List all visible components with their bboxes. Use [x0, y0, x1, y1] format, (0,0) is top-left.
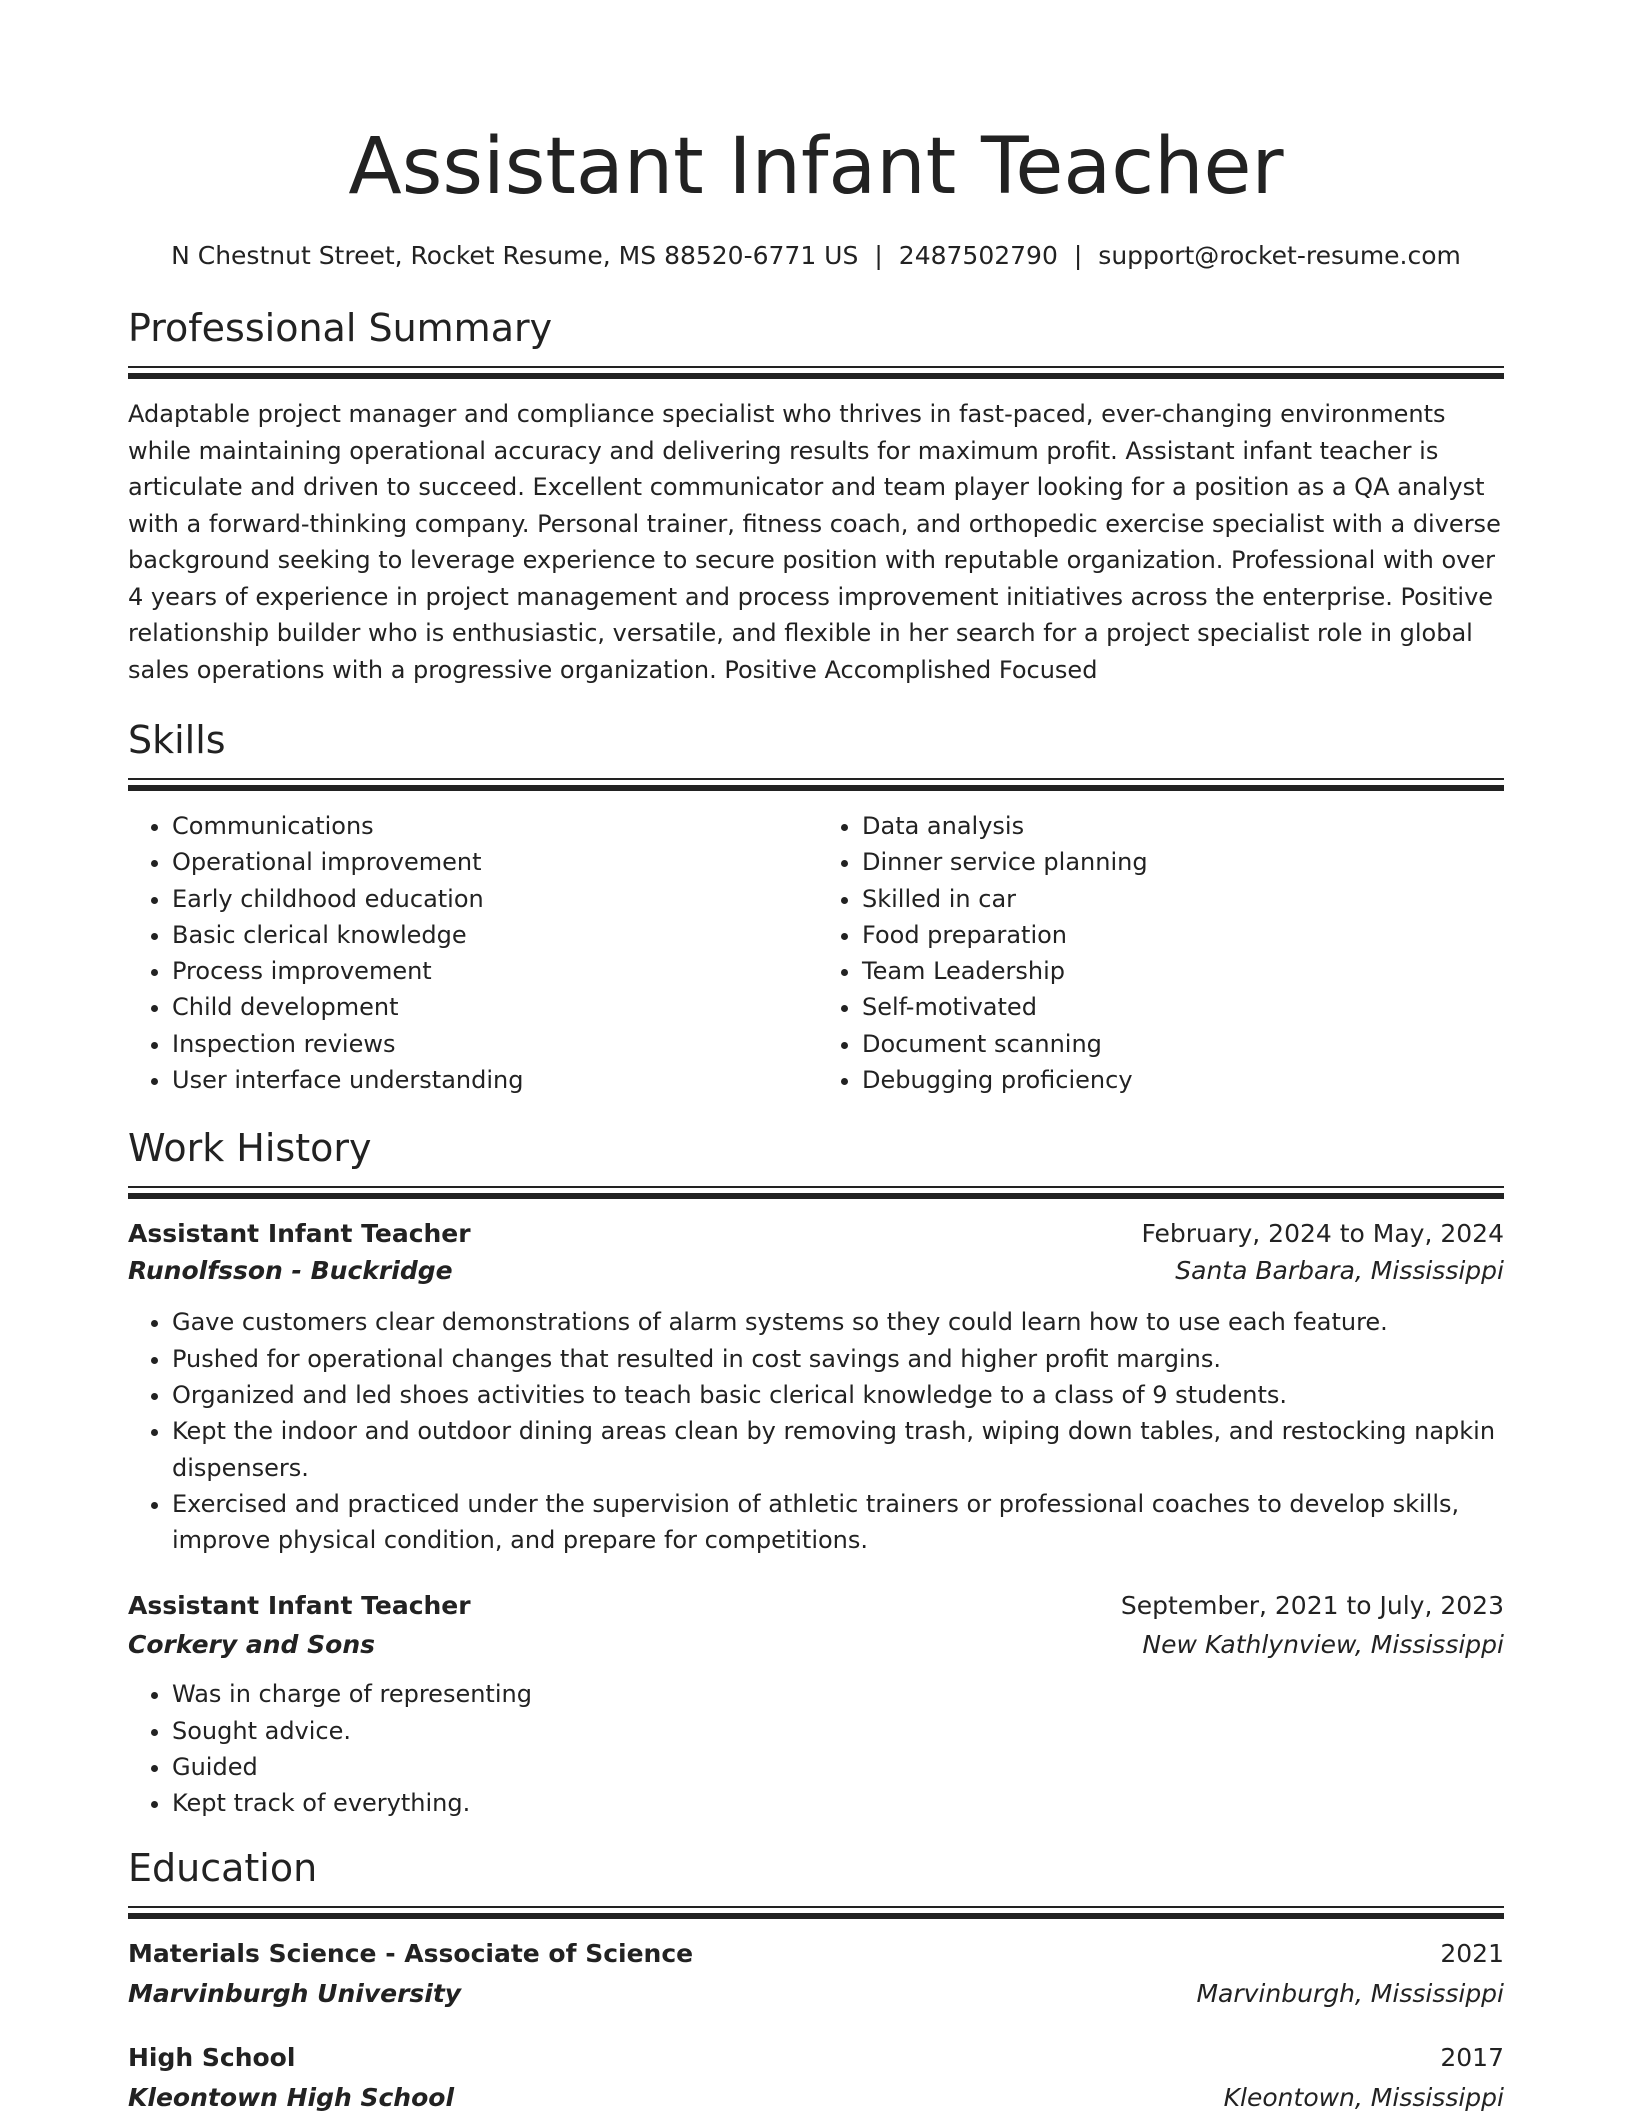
skill-item: • Food preparation — [862, 917, 1504, 953]
section-divider — [128, 366, 1504, 380]
skill-item: • Communications — [172, 808, 816, 844]
contact-separator: | — [1073, 241, 1083, 270]
contact-address: N Chestnut Street, Rocket Resume, MS 88520-6771 US — [171, 241, 859, 270]
section-divider — [128, 778, 1504, 792]
contact-line — [128, 240, 1504, 272]
skill-item: • Child development — [172, 989, 816, 1025]
section-title-summary: Professional Summary — [128, 306, 553, 350]
job-dates: February, 2024 to May, 2024 — [1141, 1219, 1504, 1249]
job-dates: September, 2021 to July, 2023 — [1120, 1591, 1504, 1621]
job-entry — [128, 1588, 1504, 1821]
contact-separator: | — [874, 241, 883, 270]
skill-item: • Dinner service planning — [862, 844, 1504, 880]
education-entry — [128, 2040, 1504, 2120]
section-title-work: Work History — [128, 1126, 372, 1171]
job-title: Assistant Infant Teacher — [128, 1219, 471, 1249]
education-year: 2021 — [1440, 1938, 1504, 1968]
work-section — [128, 1124, 1504, 1821]
summary-section — [128, 304, 1504, 688]
job-bullets — [128, 1676, 1504, 1821]
job-bullet: • Kept the indoor and outdoor dining areas clean by removing trash, wiping down tables, and restocking napkin dispensers. — [172, 1413, 1504, 1486]
job-bullet: • Exercised and practiced under the supervision of athletic trainers or professional coaches to develop skills, improve physical condition, and prepare for competitions. — [172, 1486, 1504, 1559]
section-title-skills: Skills — [128, 718, 226, 762]
summary-text: Adaptable project manager and compliance specialist who thrives in fast-paced, ever-changing environments while maintaining operational accuracy and delivering results for maximum profit. Assistant infant teacher is articulate and driven to succeed. Excellent communicator and team player looking for a position as a QA analyst with a forward-thinking company. Personal trainer, fitness coach, and orthopedic exercise specialist with a diverse background seeking to leverage experience to secure position with reputable organization. Professional with over 4 years of experience in project management and process improvement initiatives across the enterprise. Positive relationship builder who is enthusiastic, versatile, and flexible in her search for a project specialist role in global sales operations with a progressive organization. Positive Accomplished Focused — [128, 400, 1501, 684]
education-degree: Materials Science - Associate of Science — [128, 1938, 694, 1968]
education-entry — [128, 1936, 1504, 2016]
skill-item: • Process improvement — [172, 953, 816, 989]
skill-item: • Document scanning — [862, 1026, 1504, 1062]
section-divider — [128, 1186, 1504, 1200]
job-bullet: • Was in charge of representing — [172, 1676, 1504, 1712]
section-title-education: Education — [128, 1845, 318, 1890]
education-location: Kleontown, Mississippi — [1223, 2082, 1504, 2112]
skills-list-left — [128, 808, 816, 1098]
job-location: Santa Barbara, Mississippi — [1175, 1256, 1504, 1286]
job-location: New Kathlynview, Mississippi — [1142, 1630, 1504, 1660]
skill-item: • Basic clerical knowledge — [172, 917, 816, 953]
job-bullet: • Sought advice. — [172, 1713, 1504, 1749]
skill-item: • User interface understanding — [172, 1062, 816, 1098]
contact-email: support@rocket-resume.com — [1098, 241, 1461, 270]
skill-item: • Debugging proficiency — [862, 1062, 1504, 1098]
job-bullet: • Kept track of everything. — [172, 1785, 1504, 1821]
job-bullet: • Pushed for operational changes that resulted in cost savings and higher profit margins. — [172, 1341, 1504, 1377]
section-divider — [128, 1906, 1504, 1920]
education-school: Marvinburgh University — [128, 1978, 462, 2008]
education-degree: High School — [128, 2042, 296, 2072]
skill-item: • Operational improvement — [172, 844, 816, 880]
job-company: Corkery and Sons — [128, 1630, 375, 1660]
job-bullets — [128, 1304, 1504, 1558]
education-location: Marvinburgh, Mississippi — [1196, 1978, 1504, 2008]
skill-item: • Team Leadership — [862, 953, 1504, 989]
job-bullet: • Organized and led shoes activities to teach basic clerical knowledge to a class of 9 students. — [172, 1377, 1504, 1413]
job-bullet: • Guided — [172, 1749, 1504, 1785]
skill-item: • Data analysis — [862, 808, 1504, 844]
contact-phone: 2487502790 — [898, 241, 1058, 270]
skill-item: • Self-motivated — [862, 989, 1504, 1025]
skills-columns — [128, 808, 1504, 1098]
resume-name: Assistant Infant Teacher — [348, 122, 1284, 212]
job-company: Runolfsson - Buckridge — [128, 1256, 453, 1286]
skill-item: • Inspection reviews — [172, 1026, 816, 1062]
education-school: Kleontown High School — [128, 2082, 455, 2112]
education-section — [128, 1844, 1504, 2120]
job-bullet: • Gave customers clear demonstrations of alarm systems so they could learn how to use each feature. — [172, 1304, 1504, 1340]
job-entry — [128, 1216, 1504, 1558]
resume-page — [128, 0, 1504, 2120]
skills-list-right — [816, 808, 1504, 1098]
job-title: Assistant Infant Teacher — [128, 1591, 471, 1621]
skill-item: • Skilled in car — [862, 881, 1504, 917]
skills-section — [128, 716, 1504, 1098]
education-year: 2017 — [1440, 2042, 1504, 2072]
skill-item: • Early childhood education — [172, 881, 816, 917]
